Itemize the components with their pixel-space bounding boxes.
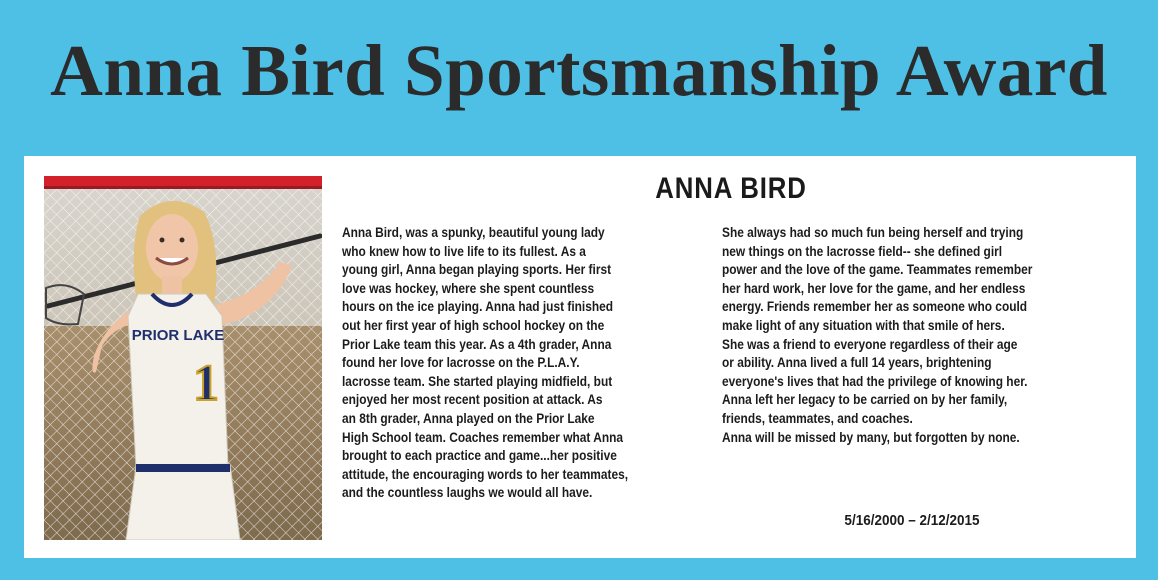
honoree-name: ANNA BIRD <box>655 172 807 205</box>
player-photo <box>44 176 322 540</box>
biography-left-column <box>342 224 696 503</box>
banner-title: Anna Bird Sportsmanship Award <box>50 30 1108 111</box>
jersey-number: 1 <box>193 355 219 412</box>
biography-paragraph-left: Anna Bird, was a spunky, beautiful young lady who knew how to live life to its fullest. As a young girl, Anna began playing sports. Her first love was hockey, where she spent countless hours on the ice playing. Anna had just finished out her first year of high school hockey on the Prior Lake team this year. As a 4th grader, Anna found her love for lacrosse on the P.L.A.Y. lacrosse team. She started playing midfield, but enjoyed her most recent position at attack. As an 8th grader, Anna played on the Prior Lake High School team. Coaches remember what Anna brought to each practice and game...her positive attitude, the encouraging words to her teammates, and the countless laughs we would all have. <box>342 225 629 502</box>
life-dates: 5/16/2000 – 2/12/2015 <box>844 512 980 529</box>
memorial-card <box>24 156 1136 558</box>
biography-paragraph-right: She always had so much fun being herself and trying new things on the lacrosse field-- she defined girl power and the love of the game. Teammates remember her hard work, her love for the game, and her endless energy. Friends remember her as someone who could make light of any situation with that smile of hers. She was a friend to everyone regardless of their age or ability. Anna lived a full 14 years, brightening everyone's lives that had the privilege of knowing her. Anna left her legacy to be carried on by her family, friends, teammates, and coaches. Anna will be missed by many, but forgotten by none. <box>722 225 1033 446</box>
biography-right-column <box>722 224 1100 447</box>
jersey-text: PRIOR LAKE <box>131 327 225 344</box>
